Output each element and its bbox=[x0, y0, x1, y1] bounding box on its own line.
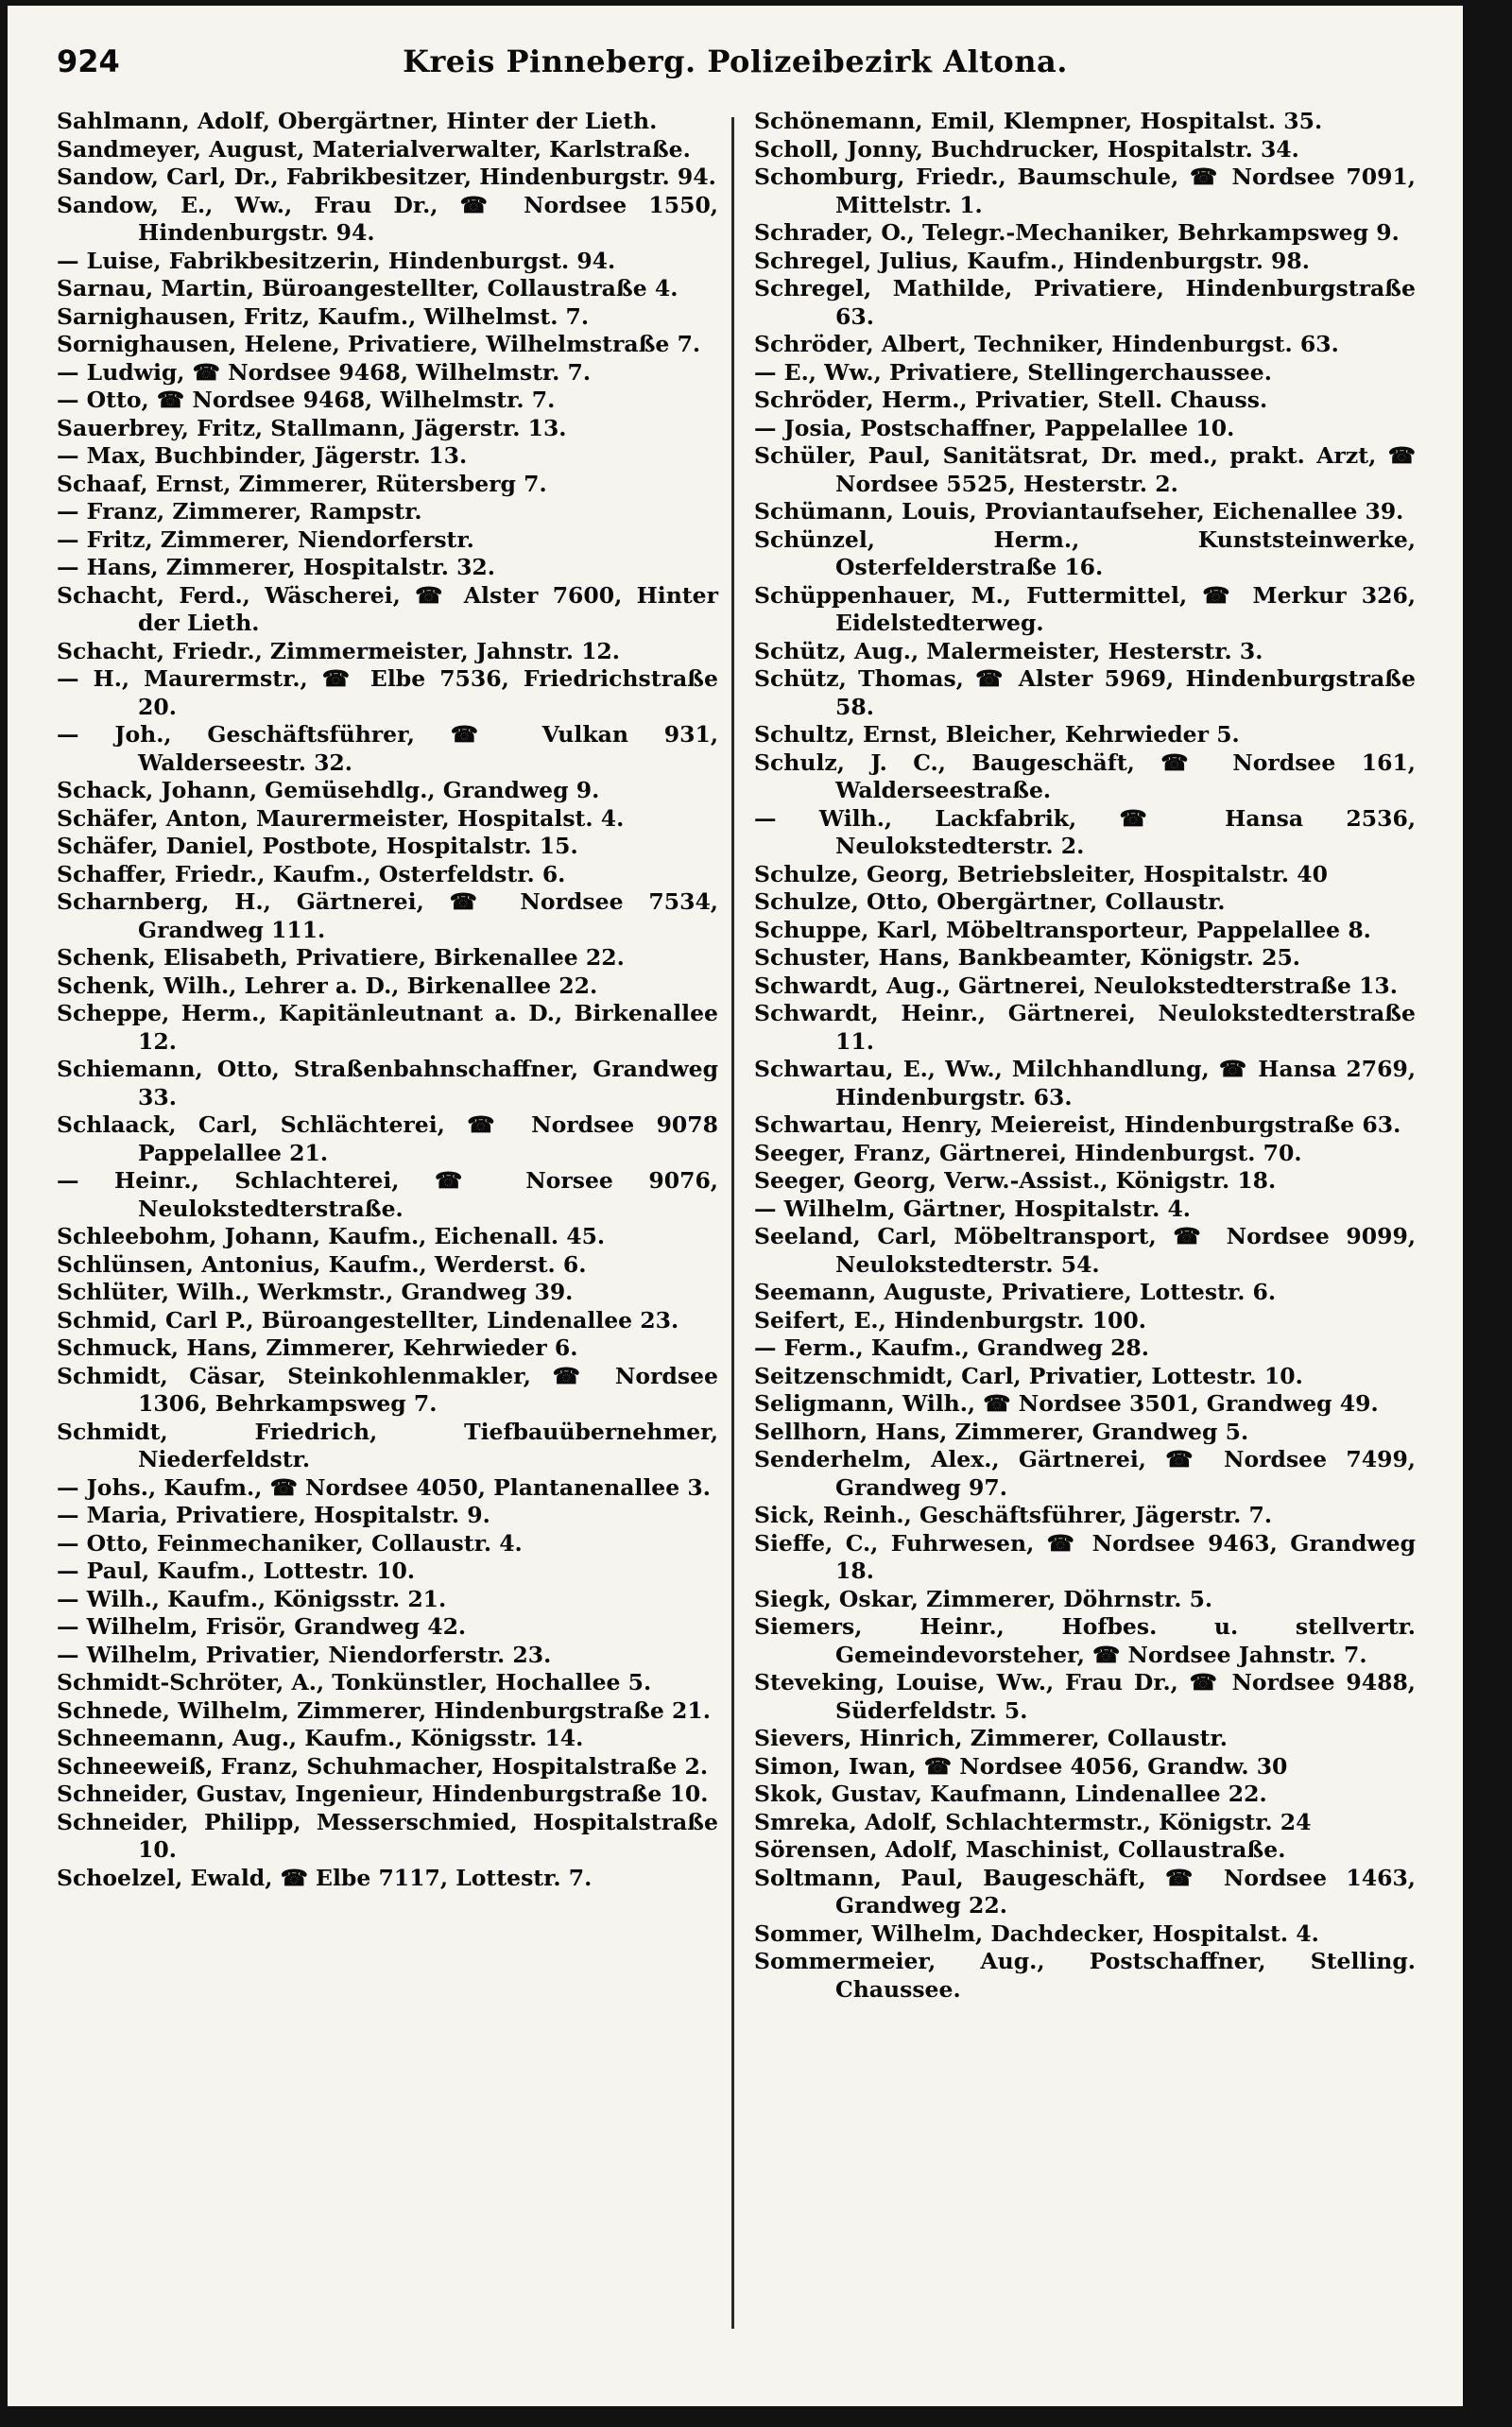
directory-entry: — Wilhelm, Privatier, Niendorferstr. 23. bbox=[57, 1641, 552, 1668]
directory-entry: Schwartau, Henry, Meiereist, Hindenburgstraße 63. bbox=[754, 1111, 1401, 1138]
directory-entry: Schulze, Otto, Obergärtner, Collaustr. bbox=[754, 888, 1226, 915]
column-divider bbox=[731, 117, 734, 2329]
directory-entry: Sornighausen, Helene, Privatiere, Wilhelmstraße 7. bbox=[57, 331, 701, 357]
directory-entry: Schönemann, Emil, Klempner, Hospitalst. 35. bbox=[754, 108, 1323, 134]
directory-entry: Schmuck, Hans, Zimmerer, Kehrwieder 6. bbox=[57, 1334, 578, 1361]
directory-entry: Schrader, O., Telegr.-Mechaniker, Behrkampsweg 9. bbox=[754, 219, 1400, 246]
directory-entry: Sellhorn, Hans, Zimmerer, Grandweg 5. bbox=[754, 1418, 1249, 1445]
directory-entry: Schwardt, Heinr., Gärtnerei, Neulokstedterstraße 11. bbox=[754, 1000, 1416, 1055]
directory-entry: Seitzenschmidt, Carl, Privatier, Lottestr. 10. bbox=[754, 1362, 1303, 1389]
directory-entry: Schneemann, Aug., Kaufm., Königsstr. 14. bbox=[57, 1725, 584, 1751]
directory-entry: Senderhelm, Alex., Gärtnerei, ☎ Nordsee 7499, Grandweg 97. bbox=[754, 1446, 1416, 1501]
directory-entry: — Johs., Kaufm., ☎ Nordsee 4050, Plantanenallee 3. bbox=[57, 1473, 711, 1501]
directory-entry: Schenk, Wilh., Lehrer a. D., Birkenallee 22. bbox=[57, 972, 598, 999]
directory-entry: Scheppe, Herm., Kapitänleutnant a. D., Birkenallee 12. bbox=[57, 1000, 718, 1055]
directory-entry: Schröder, Albert, Techniker, Hindenburgst. 63. bbox=[754, 331, 1339, 357]
directory-entry: — Franz, Zimmerer, Rampstr. bbox=[57, 498, 422, 525]
directory-entry: — Wilhelm, Frisör, Grandweg 42. bbox=[57, 1613, 467, 1640]
directory-entry: Schlüter, Wilh., Werkmstr., Grandweg 39. bbox=[57, 1279, 574, 1305]
directory-entry: Schäfer, Daniel, Postbote, Hospitalstr. 15. bbox=[57, 833, 578, 859]
directory-entry: — Joh., Geschäftsführer, ☎ Vulkan 931, Walderseestr. 32. bbox=[57, 721, 718, 776]
directory-entry: Seifert, E., Hindenburgstr. 100. bbox=[754, 1306, 1146, 1334]
directory-entry: Schümann, Louis, Proviantaufseher, Eichenallee 39. bbox=[754, 498, 1404, 525]
directory-entry: Schmidt, Friedrich, Tiefbauübernehmer, Niederfeldstr. bbox=[57, 1418, 718, 1472]
directory-entry: — H., Maurermstr., ☎ Elbe 7536, Friedrichstraße 20. bbox=[57, 665, 718, 720]
directory-entry: — Otto, Feinmechaniker, Collaustr. 4. bbox=[57, 1529, 523, 1557]
directory-entry: Schneider, Gustav, Ingenieur, Hindenburgstraße 10. bbox=[57, 1781, 709, 1807]
directory-entry: — Luise, Fabrikbesitzerin, Hindenburgst. 94. bbox=[57, 247, 616, 274]
directory-entry: Sommermeier, Aug., Postschaffner, Stelling. Chaussee. bbox=[754, 1948, 1416, 2003]
directory-entry: Schröder, Herm., Privatier, Stell. Chauss. bbox=[754, 387, 1268, 413]
page-header bbox=[8, 43, 1463, 91]
directory-entry: Schultz, Ernst, Bleicher, Kehrwieder 5. bbox=[754, 721, 1240, 748]
directory-entry: Sarnau, Martin, Büroangestellter, Collaustraße 4. bbox=[57, 275, 679, 301]
directory-entry: Schütz, Aug., Malermeister, Hesterstr. 3. bbox=[754, 637, 1263, 664]
directory-entry: Schenk, Elisabeth, Privatiere, Birkenallee 22. bbox=[57, 944, 625, 971]
directory-entry: Scharnberg, H., Gärtnerei, ☎ Nordsee 7534, Grandweg 111. bbox=[57, 888, 718, 943]
directory-entry: Schuppe, Karl, Möbeltransporteur, Pappelallee 8. bbox=[754, 916, 1371, 943]
directory-entry: Siemers, Heinr., Hofbes. u. stellvertr. Gemeindevorsteher, ☎ Nordsee Jahnstr. 7. bbox=[754, 1613, 1416, 1668]
directory-entry: Sarnighausen, Fritz, Kaufm., Wilhelmst. 7. bbox=[57, 302, 590, 330]
directory-entry: Schüler, Paul, Sanitätsrat, Dr. med., prakt. Arzt, ☎ Nordsee 5525, Hesterstr. 2. bbox=[754, 442, 1416, 497]
directory-entry: Steveking, Louise, Ww., Frau Dr., ☎ Nordsee 9488, Süderfeldstr. 5. bbox=[754, 1669, 1416, 1724]
directory-page bbox=[8, 6, 1463, 2406]
directory-entry: Simon, Iwan, ☎ Nordsee 4056, Grandw. 30 bbox=[754, 1752, 1288, 1780]
directory-entry: Sommer, Wilhelm, Dachdecker, Hospitalst. 4. bbox=[754, 1919, 1319, 1947]
directory-entry: Schüppenhauer, M., Futtermittel, ☎ Merkur 326, Eidelstedterweg. bbox=[754, 581, 1416, 636]
directory-entry: Sörensen, Adolf, Maschinist, Collaustraße. bbox=[754, 1836, 1286, 1863]
directory-entry: Schlünsen, Antonius, Kaufm., Werderst. 6. bbox=[57, 1250, 587, 1278]
right-column bbox=[754, 108, 1416, 2004]
directory-entry: Skok, Gustav, Kaufmann, Lindenallee 22. bbox=[754, 1781, 1267, 1807]
directory-entry: Schlaack, Carl, Schlächterei, ☎ Nordsee 9078 Pappelallee 21. bbox=[57, 1111, 718, 1166]
directory-entry: Siegk, Oskar, Zimmerer, Döhrnstr. 5. bbox=[754, 1585, 1213, 1612]
directory-entry: Schomburg, Friedr., Baumschule, ☎ Nordsee 7091, Mittelstr. 1. bbox=[754, 164, 1416, 218]
directory-entry: Schregel, Julius, Kaufm., Hindenburgstr. 98. bbox=[754, 247, 1310, 274]
directory-entry: Schmid, Carl P., Büroangestellter, Lindenallee 23. bbox=[57, 1306, 679, 1334]
directory-entry: Sick, Reinh., Geschäftsführer, Jägerstr. 7. bbox=[754, 1502, 1273, 1528]
directory-entry: Schaffer, Friedr., Kaufm., Osterfeldstr. 6. bbox=[57, 860, 566, 887]
directory-entry: — Ferm., Kaufm., Grandweg 28. bbox=[754, 1334, 1149, 1361]
directory-entry: Schulz, J. C., Baugeschäft, ☎ Nordsee 161, Walderseestraße. bbox=[754, 749, 1416, 803]
directory-entry: — Otto, ☎ Nordsee 9468, Wilhelmstr. 7. bbox=[57, 387, 556, 413]
directory-entry: Seeger, Georg, Verw.-Assist., Königstr. 18. bbox=[754, 1167, 1277, 1194]
directory-entry: Schacht, Ferd., Wäscherei, ☎ Alster 7600, Hinter der Lieth. bbox=[57, 581, 718, 636]
directory-entry: — Max, Buchbinder, Jägerstr. 13. bbox=[57, 442, 468, 469]
directory-entry: Schulze, Georg, Betriebsleiter, Hospitalstr. 40 bbox=[754, 860, 1328, 887]
directory-entry: Sandow, Carl, Dr., Fabrikbesitzer, Hindenburgstr. 94. bbox=[57, 164, 716, 190]
running-title: Kreis Pinneberg. Polizeibezirk Altona. bbox=[403, 43, 1068, 79]
directory-entry: Schoelzel, Ewald, ☎ Elbe 7117, Lottestr. 7. bbox=[57, 1864, 593, 1891]
directory-entry: Sandmeyer, August, Materialverwalter, Karlstraße. bbox=[57, 135, 691, 163]
directory-entry: Smreka, Adolf, Schlachtermstr., Königstr. 24 bbox=[754, 1808, 1312, 1835]
directory-entry: Schwardt, Aug., Gärtnerei, Neulokstedterstraße 13. bbox=[754, 972, 1398, 999]
directory-entry: Schaaf, Ernst, Zimmerer, Rütersberg 7. bbox=[57, 470, 547, 497]
directory-entry: — Wilhelm, Gärtner, Hospitalstr. 4. bbox=[754, 1195, 1191, 1222]
directory-entry: Schleebohm, Johann, Kaufm., Eichenall. 45. bbox=[57, 1223, 606, 1249]
directory-entry: Sauerbrey, Fritz, Stallmann, Jägerstr. 13. bbox=[57, 414, 567, 441]
directory-entry: Schack, Johann, Gemüsehdlg., Grandweg 9. bbox=[57, 777, 600, 803]
directory-entry: — Maria, Privatiere, Hospitalstr. 9. bbox=[57, 1502, 490, 1528]
directory-entry: Schmidt-Schröter, A., Tonkünstler, Hochallee 5. bbox=[57, 1669, 652, 1695]
directory-entry: — Wilh., Kaufm., Königsstr. 21. bbox=[57, 1585, 447, 1612]
directory-entry: Schnede, Wilhelm, Zimmerer, Hindenburgstraße 21. bbox=[57, 1696, 711, 1724]
directory-entry: Schiemann, Otto, Straßenbahnschaffner, Grandweg 33. bbox=[57, 1056, 718, 1110]
directory-entry: Sieffe, C., Fuhrwesen, ☎ Nordsee 9463, Grandweg 18. bbox=[754, 1529, 1416, 1584]
directory-entry: — E., Ww., Privatiere, Stellingerchaussee. bbox=[754, 358, 1272, 386]
directory-entry: Schäfer, Anton, Maurermeister, Hospitalst. 4. bbox=[57, 804, 625, 832]
directory-entry: Sievers, Hinrich, Zimmerer, Collaustr. bbox=[754, 1725, 1228, 1751]
page-number: 924 bbox=[57, 43, 120, 79]
directory-entry: — Josia, Postschaffner, Pappelallee 10. bbox=[754, 414, 1235, 441]
directory-entry: Seemann, Auguste, Privatiere, Lottestr. 6. bbox=[754, 1279, 1277, 1305]
directory-entry: Sahlmann, Adolf, Obergärtner, Hinter der Lieth. bbox=[57, 108, 658, 134]
directory-entry: Seligmann, Wilh., ☎ Nordsee 3501, Grandweg 49. bbox=[754, 1390, 1379, 1417]
directory-entry: — Paul, Kaufm., Lottestr. 10. bbox=[57, 1558, 415, 1584]
directory-entry: Scholl, Jonny, Buchdrucker, Hospitalstr. 34. bbox=[754, 135, 1299, 163]
directory-entry: Schacht, Friedr., Zimmermeister, Jahnstr. 12. bbox=[57, 637, 620, 664]
directory-entry: Soltmann, Paul, Baugeschäft, ☎ Nordsee 1463, Grandweg 22. bbox=[754, 1864, 1416, 1919]
directory-entry: Schünzel, Herm., Kunststeinwerke, Osterfelderstraße 16. bbox=[754, 525, 1416, 580]
directory-entry: Schütz, Thomas, ☎ Alster 5969, Hindenburgstraße 58. bbox=[754, 665, 1416, 720]
directory-entry: — Wilh., Lackfabrik, ☎ Hansa 2536, Neulokstedterstr. 2. bbox=[754, 804, 1416, 859]
directory-entry: Seeger, Franz, Gärtnerei, Hindenburgst. 70. bbox=[754, 1139, 1302, 1166]
directory-entry: Schneeweiß, Franz, Schuhmacher, Hospitalstraße 2. bbox=[57, 1752, 709, 1780]
directory-entry: Schuster, Hans, Bankbeamter, Königstr. 25. bbox=[754, 944, 1300, 971]
directory-entry: — Heinr., Schlachterei, ☎ Norsee 9076, Neulokstedterstraße. bbox=[57, 1167, 718, 1222]
directory-entry: — Ludwig, ☎ Nordsee 9468, Wilhelmstr. 7. bbox=[57, 358, 592, 386]
directory-entry: Schneider, Philipp, Messerschmied, Hospitalstraße 10. bbox=[57, 1808, 718, 1863]
directory-entry: Schmidt, Cäsar, Steinkohlenmakler, ☎ Nordsee 1306, Behrkampsweg 7. bbox=[57, 1362, 718, 1417]
directory-entry: Sandow, E., Ww., Frau Dr., ☎ Nordsee 1550, Hindenburgstr. 94. bbox=[57, 191, 718, 246]
directory-entry: Schregel, Mathilde, Privatiere, Hindenburgstraße 63. bbox=[754, 275, 1416, 330]
directory-entry: Schwartau, E., Ww., Milchhandlung, ☎ Hansa 2769, Hindenburgstr. 63. bbox=[754, 1056, 1416, 1110]
left-column bbox=[57, 108, 718, 1892]
directory-entry: Seeland, Carl, Möbeltransport, ☎ Nordsee 9099, Neulokstedterstr. 54. bbox=[754, 1223, 1416, 1278]
directory-entry: — Hans, Zimmerer, Hospitalstr. 32. bbox=[57, 554, 495, 580]
directory-entry: — Fritz, Zimmerer, Niendorferstr. bbox=[57, 525, 474, 553]
